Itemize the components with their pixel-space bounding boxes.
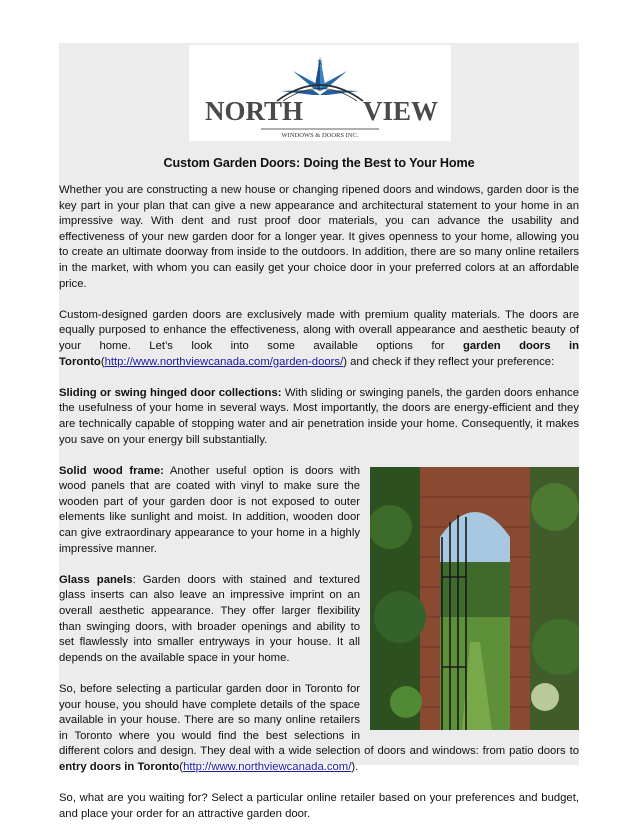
- article-body: [59, 183, 579, 838]
- paragraph-wood: Solid wood frame: Another useful option is doors with wood panels that are coated with vinyl to make sure the wooden part of your garden door is not exposed to outer elements like sunlight and moist. In addition, wooden door can give extraordinary appearance to your home in a highly impressive manner.: [59, 464, 360, 555]
- keyword-garden-doors: garden doors in Toronto: [59, 339, 579, 368]
- compass-letter: N: [317, 59, 323, 67]
- brand-view: VIEW: [363, 96, 439, 126]
- label-wood: Solid wood frame:: [59, 464, 164, 477]
- paragraph-closing: So, what are you waiting for? Select a particular online retailer based on your preferences and budget, and place your order for an attractive garden door.: [59, 792, 579, 820]
- paragraph-sliding: Sliding or swing hinged door collections: With sliding or swinging panels, the garden doors enhance the usefulness of your home in several ways. Most importantly, the doors are energy-efficient and they are technically capable of stopping water and air penetration inside your home. Consequently, it makes you save on your energy bill substantially.: [59, 386, 579, 446]
- label-glass: Glass panels: [59, 573, 133, 586]
- keyword-entry-doors: entry doors in Toronto: [59, 760, 180, 773]
- document-page: [59, 43, 579, 820]
- article-title: Custom Garden Doors: Doing the Best to Your Home: [163, 156, 475, 170]
- paragraph-intro: Whether you are constructing a new house or changing ripened doors and windows, garden door is the key part in your plan that can give a new appearance and architectural statement to your home in an impressive way. With dent and rust proof door materials, you can advance the usability and effectiveness of your new garden door for a longer year. It gives openness to your home, allowing you to create an ultimate doorway from inside to the outdoors. In addition, there are so many online retailers in the market, with whom you can easily get your choice door in your preferred colors at an affordable price.: [59, 184, 579, 290]
- paragraph-selecting: So, before selecting a particular garden door in Toronto for your house, you should have complete details of the space available in your house. There are so many online retailers in Toronto where you would find the best selections in different colors and design. They deal with a wide selection of doors and windows: from patio doors to entry doors in Toronto(http://www.northviewcanada.com/).: [59, 683, 579, 773]
- northview-logo: [189, 45, 451, 141]
- label-sliding: Sliding or swing hinged door collections:: [59, 386, 282, 399]
- paragraph-custom: Custom-designed garden doors are exclusively made with premium quality materials. The doors are equally purposed to enhance the effectiveness, along with overall appearance and aesthetic beauty of your home. Let’s look into some available options for garden doors in Toronto(http://www.northviewcanada.com/garden-doors/) and check if they reflect your preference:: [59, 308, 579, 368]
- northview-home-link[interactable]: http://www.northviewcanada.com/: [183, 760, 352, 773]
- brand-tagline: WINDOWS & DOORS INC.: [281, 132, 359, 139]
- garden-door-photo: [370, 467, 579, 730]
- header-band: [59, 43, 579, 143]
- brand-north: NORTH: [205, 96, 304, 126]
- garden-doors-link[interactable]: http://www.northviewcanada.com/garden-doors/: [104, 355, 344, 368]
- paragraph-glass: Glass panels: Garden doors with stained and textured glass inserts can also leave an impressive imprint on an overall aesthetic appearance. They offer larger flexibility than swinging doors, with broader openings and ability to set flawlessly into smaller entryways in your house. It all depends on the available space in your home.: [59, 573, 360, 664]
